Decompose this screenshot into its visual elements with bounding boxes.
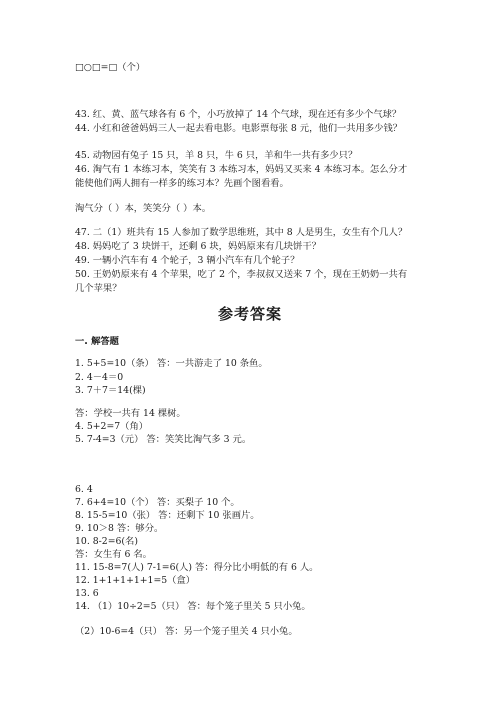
answer-14-part1: 14. （1）10÷2=5（只） 答：每个笼子里关 5 只小兔。	[75, 601, 311, 612]
section-heading: 一. 解答题	[75, 336, 119, 347]
answer-9: 9. 10＞8 答：够分。	[75, 523, 164, 534]
question-46-fill: 淘气分（ ）本，笑笑分（ ）本。	[75, 203, 212, 214]
question-47: 47. 二（1）班共有 15 人参加了数学思维班，其中 8 人是男生，女生有个几人？	[75, 227, 408, 238]
question-50-line1: 50. 王奶奶原来有 4 个苹果，吃了 2 个，李叔叔又送来 7 个，现在王奶奶一共有	[75, 269, 408, 280]
question-48: 48. 妈妈吃了 3 块饼干，还剩 6 块，妈妈原来有几块饼干？	[75, 241, 321, 252]
question-44: 44. 小红和爸爸妈妈三人一起去看电影。电影票每张 8 元，他们一共用多少钱？	[75, 123, 403, 134]
answer-8: 8. 15-5=10（张） 答：还剩下 10 张画片。	[75, 510, 260, 521]
answer-14-part2: （2）10-6=4（只） 答：另一个笼子里关 4 只小兔。	[75, 626, 298, 637]
answer-10: 10. 8-2=6(名)	[75, 536, 138, 547]
answer-3-reply: 答：学校一共有 14 棵树。	[75, 408, 186, 419]
answer-3: 3. 7＋7＝14(棵)	[75, 385, 146, 396]
answer-2: 2. 4－4＝0	[75, 372, 124, 383]
answer-11: 11. 15-8=7(人) 7-1=6(人) 答：得分比小明低的有 6 人。	[75, 562, 319, 573]
answer-7: 7. 6+4=10（个） 答：买梨子 10 个。	[75, 497, 240, 508]
answer-12: 12. 1+1+1+1+1=5（盒）	[75, 575, 196, 586]
question-45: 45. 动物园有兔子 15 只，羊 8 只，牛 6 只，羊和牛一共有多少只？	[75, 150, 358, 161]
answers-title: 参考答案	[217, 305, 282, 323]
answer-1: 1. 5+5=10（条） 答：一共游走了 10 条鱼。	[75, 358, 268, 369]
answer-6: 6. 4	[75, 484, 93, 495]
question-43: 43. 红、黄、蓝气球各有 6 个，小巧放掉了 14 个气球，现在还有多少个气球？	[75, 109, 402, 120]
question-46-line2: 能使他们两人拥有一样多的练习本？先画个图看看。	[75, 178, 289, 189]
answer-5: 5. 7-4=3（元） 答：笑笑比淘气多 3 元。	[75, 434, 252, 445]
answer-10-reply: 答：女生有 6 名。	[75, 549, 152, 560]
question-shapes: □○□=□（个）	[75, 62, 146, 73]
question-46-line1: 46. 淘气有 1 本练习本，笑笑有 3 本练习本，妈妈又买来 4 本练习本。怎么分才	[75, 164, 408, 175]
answer-13: 13. 6	[75, 588, 99, 599]
question-49: 49. 一辆小汽车有 4 个轮子，3 辆小汽车有几个轮子？	[75, 255, 300, 266]
answer-4: 4. 5+2=7（角）	[75, 421, 149, 432]
question-50-line2: 几个苹果？	[75, 283, 122, 294]
